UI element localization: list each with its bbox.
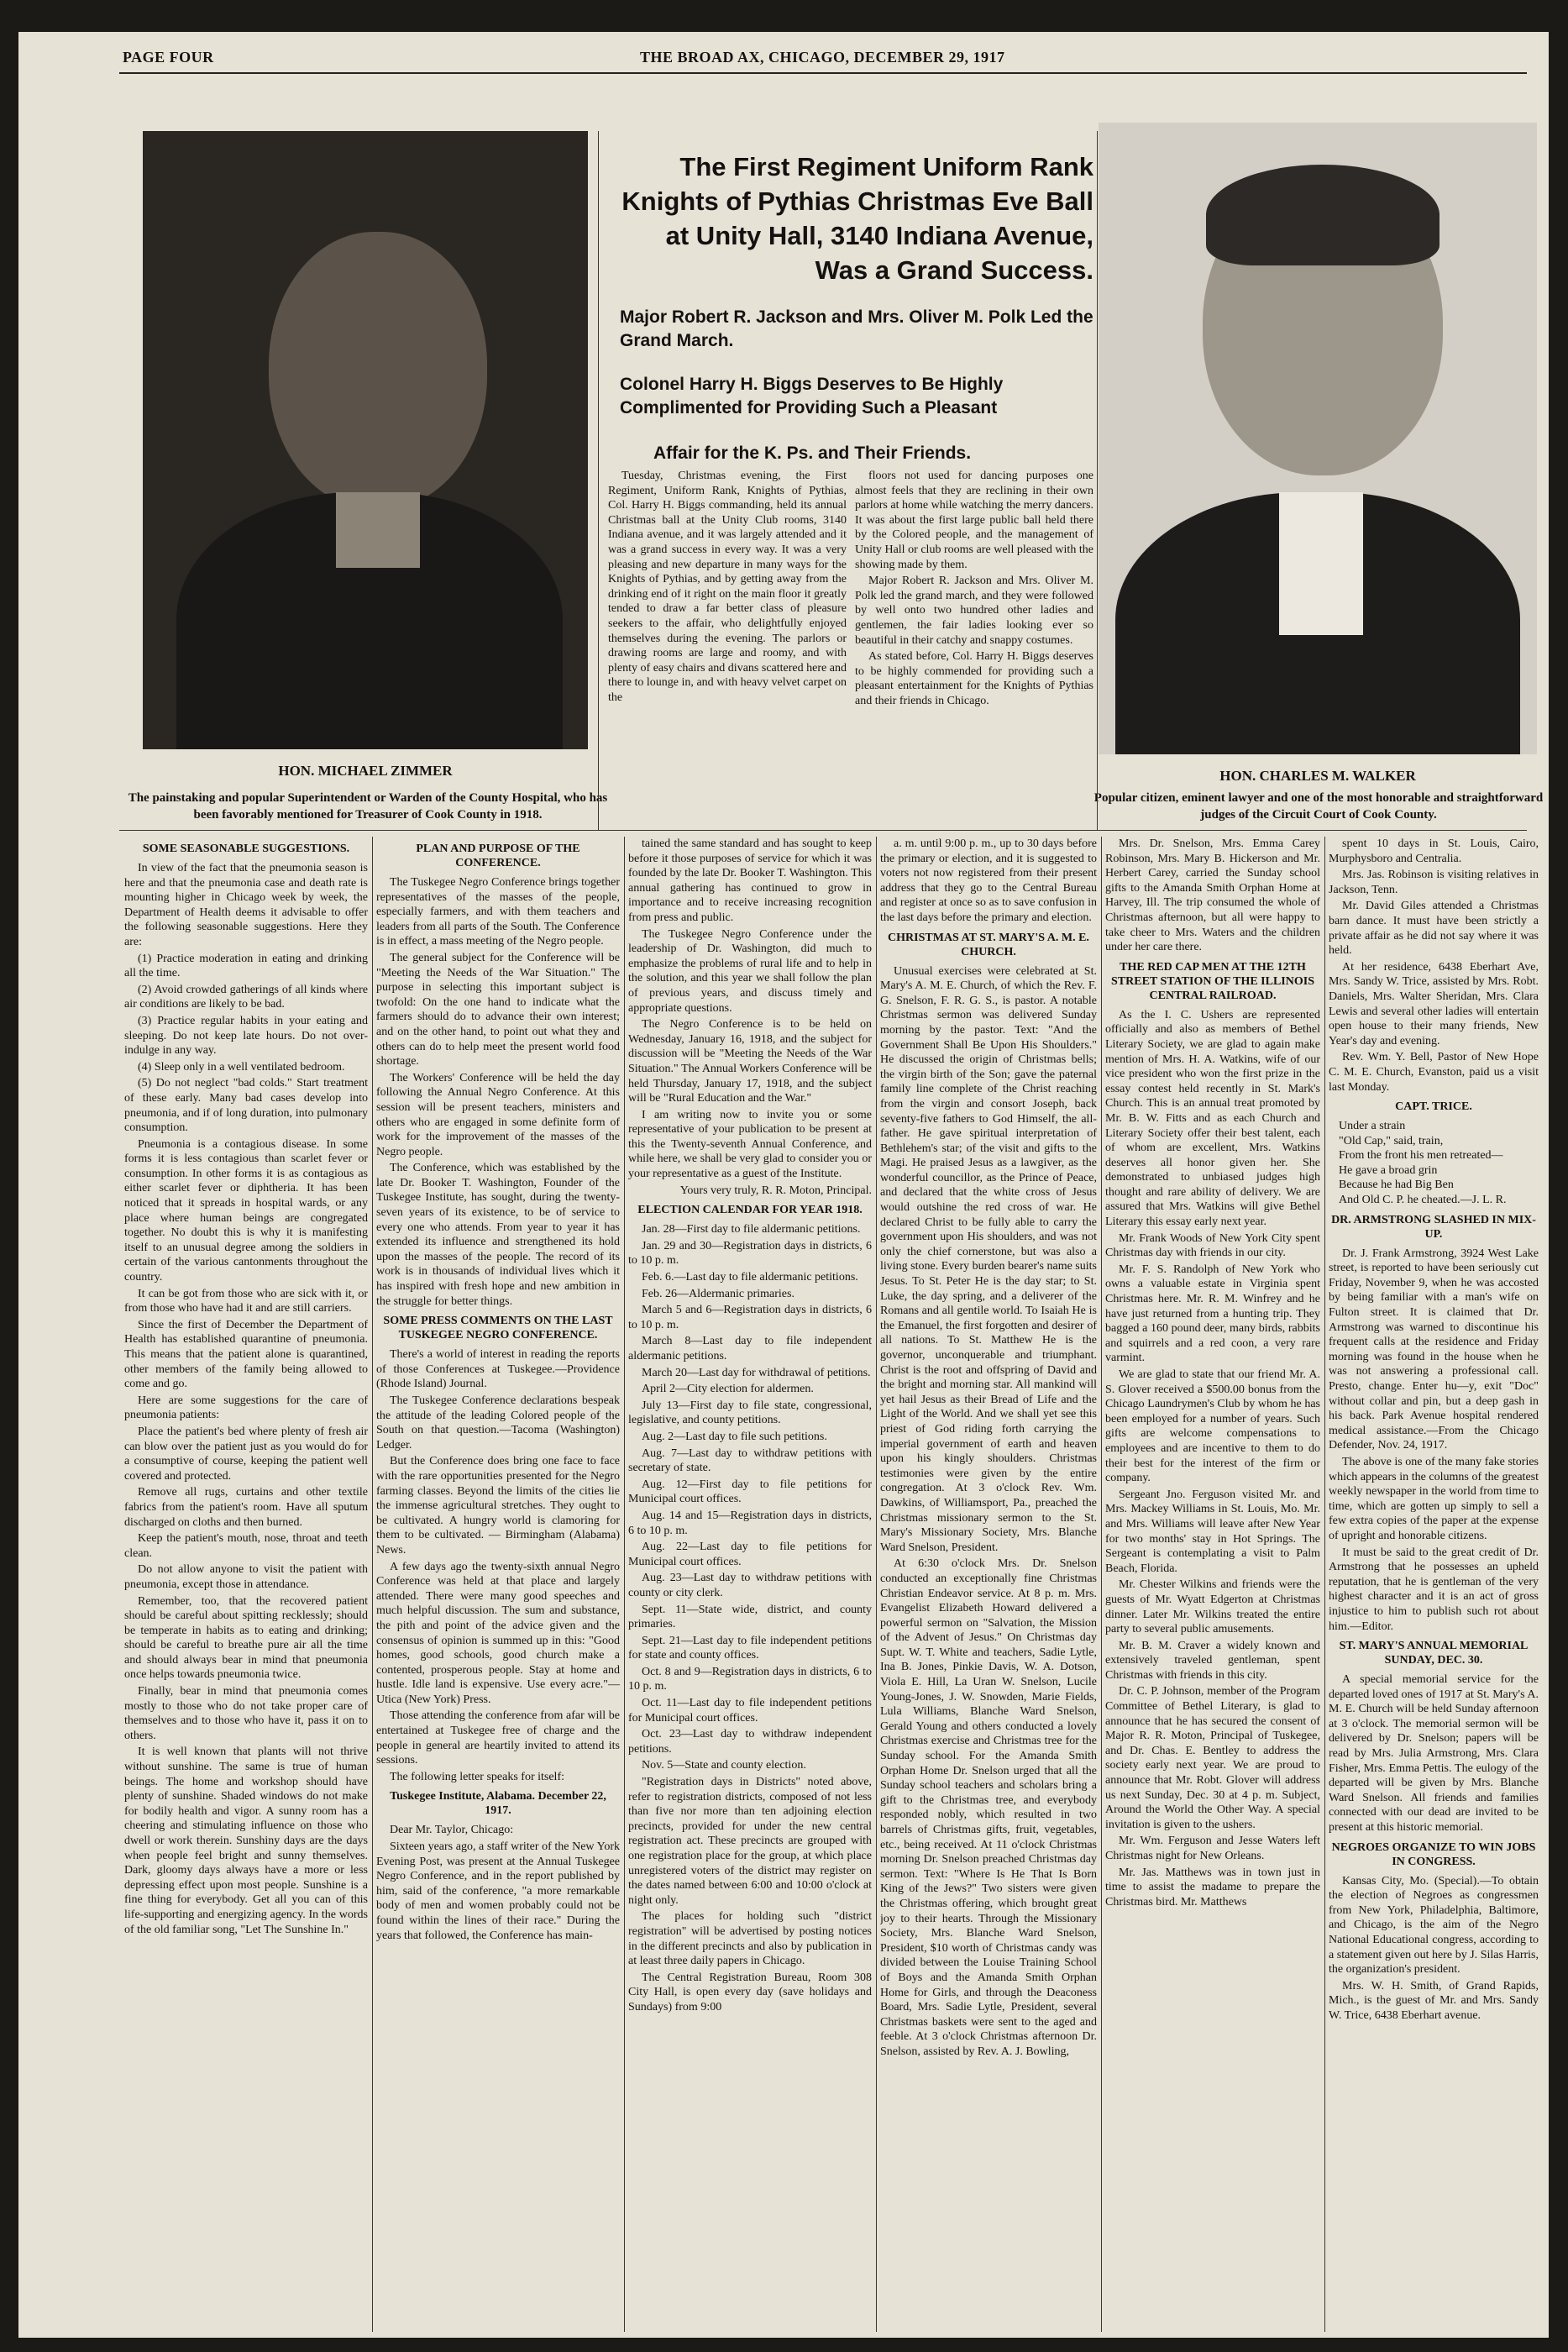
paragraph: Feb. 6.—Last day to file aldermanic petitions. <box>642 1271 858 1284</box>
poem-line: From the front his men retreated— <box>1339 1149 1503 1163</box>
paragraph: Mrs. Jas. Robinson is visiting relatives in Jackson, Tenn. <box>1329 869 1539 896</box>
blurb-walker: Popular citizen, eminent lawyer and one of the most honorable and straightforward judges of the Circuit Court of Cook County. <box>1093 791 1544 822</box>
paragraph-list <box>880 837 1097 926</box>
paragraph: Oct. 8 and 9—Registration days in districts, 6 to 10 p. m. <box>628 1665 872 1693</box>
paragraph: Mrs. W. H. Smith, of Grand Rapids, Mich., is the guest of Mr. and Mrs. Sandy W. Trice, 6438 Eberhart avenue. <box>1329 1979 1539 2022</box>
paragraph: floors not used for dancing purposes one almost feels that they are reclining in their own parlors at home while watching the merry dancers. It was about the first large public ball held there by the Colored people, and the management of Unity Hall or club rooms are well pleased with the showing made by them. <box>855 470 1093 571</box>
paragraph: a. m. until 9:00 p. m., up to 30 days before the primary or election, and it is suggested to voters not now registered from their present address that they go to the Central Bureau and register at once so as to save confusion in the last days before the primary and election. <box>880 837 1097 924</box>
paragraph: Sept. 21—Last day to file independent petitions for state and county offices. <box>628 1634 872 1662</box>
paragraph: The Tuskegee Negro Conference brings together representatives of the masses of the people, especially farmers, and with them teachers and leaders from all parts of the South. The Conference is in effect, a mass meeting of the Negro people. <box>376 876 620 948</box>
paragraph: The Tuskegee Negro Conference under the leadership of Dr. Washington, did much to emphasize the problems of rural life and to help in the solution, and this year we shall follow the plan of previous years, and discuss timely and appropriate questions. <box>628 927 872 1015</box>
letter-signoff: Yours very truly, R. R. Moton, Principal. <box>679 1184 872 1197</box>
paragraph: (2) Avoid crowded gatherings of all kinds where air conditions are likely to be bad. <box>124 983 368 1011</box>
paragraph: Remove all rugs, curtains and other textile fabrics from the patient's room. Have all sputum discharged on cloths and then burned. <box>124 1486 368 1529</box>
poem <box>1329 1119 1539 1208</box>
poem-line: He gave a broad grin <box>1339 1163 1438 1177</box>
paragraph: The general subject for the Conference will be "Meeting the Needs of the War Situation." The purpose in selecting this important subject is twofold: On the one hand to indicate what the farmers should do to advance their own interest; and on the other hand, to point out what they and others can do to help meet the present world food shortage. <box>376 951 620 1068</box>
masthead: THE BROAD AX, CHICAGO, DECEMBER 29, 1917 <box>640 49 1005 66</box>
letter-heading: Tuskegee Institute, Alabama. December 22, 1917. <box>390 1790 606 1818</box>
paragraph: It can be got from those who are sick with it, or from those who have had it and are still carriers. <box>124 1287 368 1315</box>
column-4 <box>880 837 1097 2332</box>
col-divider <box>1324 837 1325 2332</box>
blurb-zimmer: The painstaking and popular Superintendent or Warden of the County Hospital, who has been favorably mentioned for Treasurer of Cook County in 1918. <box>128 791 608 822</box>
article-title: SOME SEASONABLE SUGGESTIONS. <box>142 843 350 855</box>
paragraph: Mr. Chester Wilkins and friends were the guests of Mr. Wyatt Edgerton at Christmas dinner. Later Mr. Wilkins treated the entire party to several public amusements. <box>1105 1578 1320 1636</box>
col-divider <box>876 837 877 2332</box>
paragraph: A special memorial service for the departed loved ones of 1917 at St. Mary's A. M. E. Church will be held Sunday afternoon at 3 o'clock. The memorial sermon will be delivered by Dr. Snelson; papers will be read by Mrs. Julia Armstrong, Mrs. Clara Fisher, Mrs. Emma Pettis. The eulogy of the departed will be given by Mrs. Blanche Ward Snelson. All friends and families connected with our dead are invited to be present at this historic memorial. <box>1329 1673 1539 1835</box>
paragraph-list <box>1329 837 1539 1095</box>
paragraph: It is well known that plants will not thrive without sunshine. The same is true of human beings. The home and workshop should have plenty of sunshine. Shaded windows do not make for bodily health and vigor. A sunny room has a cheering and stimulating influence on those who dwell or work therein. Sunshiny days are the days when people feel bright and sunny themselves. Dark, gloomy days always have a more or less depressing effect upon most people. Sunshine is a fine thing for everybody. Get all you can of this life-supporting and energizing agency. In the words of the old familiar song, "Let The Sunshine In." <box>124 1746 368 1936</box>
paragraph: Those attending the conference from afar will be entertained at Tuskegee free of charge and the people in general are heartily invited to attend its sessions. <box>376 1709 620 1767</box>
paragraph: Do not allow anyone to visit the patient with pneumonia, except those in attendance. <box>124 1563 368 1591</box>
paragraph: Rev. Wm. Y. Bell, Pastor of New Hope C. M. E. Church, Evanston, paid us a visit last Monday. <box>1329 1051 1539 1094</box>
paragraph-list <box>1329 1672 1539 1835</box>
paragraph-list <box>855 469 1093 709</box>
paragraph: The Workers' Conference will be held the day following the Annual Negro Conference. At this session will be present teachers, ministers and others who are engaged in some definite form of work for the improvement of the masses of the Negro people. <box>376 1071 620 1158</box>
letter-body: Sixteen years ago, a staff writer of the New York Evening Post, was present at the Annual Tuskegee Negro Conference, and in the report published by him, said of the conference, "a more remarkable body of men and women probably could not be found within the lines of their race." During the years that followed, the Conference has main- <box>376 1840 620 1942</box>
paragraph: Feb. 26—Aldermanic primaries. <box>642 1287 794 1300</box>
paragraph: The Tuskegee Conference declarations bespeak the attitude of the leading Colored people of the South on that question.—Tacoma (Washington) Ledger. <box>376 1394 620 1452</box>
paragraph: Nov. 5—State and county election. <box>642 1759 806 1772</box>
paragraph: Mr. Frank Woods of New York City spent Christmas day with friends in our city. <box>1105 1231 1320 1260</box>
signature: CAPT. TRICE. <box>1395 1100 1472 1114</box>
paragraph: The places for holding such "district registration" will be advertised by posting notices in the different precincts and also by publication in at least three daily papers in Chicago. <box>628 1910 872 1968</box>
paragraph: Aug. 22—Last day to file petitions for Municipal court offices. <box>628 1541 872 1568</box>
letter-salutation: Dear Mr. Taylor, Chicago: <box>390 1824 514 1837</box>
paragraph: Aug. 14 and 15—Registration days in districts, 6 to 10 p. m. <box>628 1509 872 1537</box>
paragraph: Oct. 23—Last day to withdraw independent petitions. <box>628 1728 872 1756</box>
lead-deck-1: Major Robert R. Jackson and Mrs. Oliver M. Polk Led the Grand March. <box>620 307 1093 350</box>
paragraph: The Conference, which was established by the late Dr. Booker T. Washington, Founder of the Tuskegee Institute, has sought, during the twenty-seven years of its existence, to be of service to every one who attends. From year to year it has extended its influence and strengthened its hold upon the masses of the people. The record of its work is in thousands of individual lives which it has inspired with fresh hope and new ambition in the struggle for better things. <box>376 1162 620 1308</box>
paragraph: (5) Do not neglect "bad colds." Start treatment of these early. Many bad cases develop into pneumonia, and if of long duration, into pulmonary consumption. <box>124 1077 368 1135</box>
column-top-rule <box>119 830 1527 831</box>
paragraph: Aug. 7—Last day to withdraw petitions with secretary of state. <box>628 1446 872 1475</box>
lead-headline: The First Regiment Uniform Rank Knights of Pythias Christmas Eve Ball at Unity Hall, 3140 Indiana Avenue, Was a Grand Success. <box>621 152 1093 285</box>
paragraph: Sergeant Jno. Ferguson visited Mr. and Mrs. Mackey Williams in St. Louis, Mo. Mr. and Mrs. Williams will leave after New Year for two months' stay in Hot Springs. The Sergeant is contemplating a visit to Palm Beach, Florida. <box>1105 1488 1320 1575</box>
header-rule <box>119 72 1527 74</box>
caption-zimmer: HON. MICHAEL ZIMMER <box>278 763 453 779</box>
paragraph: Keep the patient's mouth, nose, throat and teeth clean. <box>124 1532 368 1560</box>
paragraph: "Registration days in Districts" noted above, refer to registration districts, composed of not less than five nor more than ten adjoining election precincts, provided for under the new central registration act. These precincts are grouped with one registration place for the group, at which place unregistered voters of the district may register on the dates named between 6:00 and 10:00 o'clock at night only. <box>628 1776 872 1907</box>
paragraph: In view of the fact that the pneumonia season is here and that the pneumonia case and death rate is mounting higher in Chicago week by week, the Department of Health deems it advisable to offer the following seasonable suggestions. Here they are: <box>124 862 368 948</box>
paragraph: Mr. B. M. Craver a widely known and extensively traveled gentleman, spent Christmas with friends in this city. <box>1105 1639 1320 1682</box>
paragraph: tained the same standard and has sought to keep before it those purposes of service for which it was founded by the late Dr. Booker T. Washington. This annual gathering has continued to grow in importance and to receive increasing recognition from press and public. <box>628 837 872 924</box>
paragraph-list <box>1329 1874 1539 2024</box>
paragraph: April 2—City election for aldermen. <box>642 1383 814 1396</box>
paragraph: Mr. Wm. Ferguson and Jesse Waters left Christmas night for New Orleans. <box>1105 1835 1320 1862</box>
column-3 <box>628 837 872 2332</box>
paragraph: Here are some suggestions for the care of pneumonia patients: <box>124 1394 368 1422</box>
col-divider <box>1097 131 1098 830</box>
paragraph: We are glad to state that our friend Mr. A. S. Glover received a $500.00 bonus from the Chicago Laundrymen's Club by whom he has been employed for a number of years. Such gifts are welcome compensations to employees and are incentive to them to do their best for the interest of the firm or company. <box>1105 1368 1320 1485</box>
article-title: THE RED CAP MEN AT THE 12TH STREET STATION OF THE ILLINOIS CENTRAL RAILROAD. <box>1111 960 1314 1002</box>
paragraph: March 8—Last day to file independent aldermanic petitions. <box>628 1335 872 1362</box>
paragraph: At 6:30 o'clock Mrs. Dr. Snelson conducted an exceptionally fine Christmas Christian Endeavor service. At 8 p. m. Mrs. Evangelist Elizabeth Howard delivered a powerful sermon on "Salvation, the Mission of the Advent of Jesus." On Christmas day Supt. W. T. White and teachers, Sadie Lytle, Ina B. Jones, Pinkie Davis, W. A. Dotson, Viola E. Hill, La Uran W. Snelson, Lucile Young-Jones, J. W. Snowden, Marie Fields, Lula Williams, Blanche Ward Snelson, Gerald Young and others conducted a lovely Christmas exercise and Christmas tree for the Sunday school. For the Amanda Smith Orphan Home Dr. Snelson urged that all the Sunday school teachers and scholars bring a gift to the Christmas tree, and everybody responded nobly, which resulted in two barrels of Christmas gifts, fruit, vegetables, etc., being received. At 11 o'clock Christmas morning Dr. Snelson preached Christmas day sermon. Text: "Where Is He That Is Born King of the Jews?" Two sisters were given the Christmas offering, which brought great joy to their hearts. Through the Missionary Society, Mrs. Blanche Ward Snelson, President, $10 worth of Christmas candy was divided between the Louise Training School of Boys and the Amanda Smith Orphan Home for Girls, and through the Deaconess Board, Mrs. Sadie Lytle, President, several Christmas baskets were sent to the aged and feeble. At 3 o'clock Christmas afternoon Dr. Snelson, assisted by Rev. A. J. Bowling, <box>880 1557 1097 2058</box>
poem-line: And Old C. P. he cheated.—J. L. R. <box>1339 1194 1507 1207</box>
paragraph: (4) Sleep only in a well ventilated bedroom. <box>138 1060 345 1074</box>
lead-headline-block <box>606 150 1093 465</box>
paragraph: Remember, too, that the recovered patient should be careful about spitting recklessly; should be temperate in habits as to eating and drinking; should be careful to breathe pure air all the time and should always bear in mind that pneumonia once helps towards pneumonia twice. <box>124 1594 368 1682</box>
paragraph: July 13—First day to file state, congressional, legislative, and county petitions. <box>628 1399 872 1427</box>
page-number: PAGE FOUR <box>123 49 214 66</box>
paragraph: It must be said to the great credit of Dr. Armstrong that he possesses an upheld reputation, that he is gentleman of the very highest character and it is an act of gross injustice to him to publish such rot about him.—Editor. <box>1329 1546 1539 1633</box>
paragraph: Finally, bear in mind that pneumonia comes mostly to those who do not take proper care of themselves and to those who have it, pass it on to others. <box>124 1685 368 1742</box>
paragraph: March 5 and 6—Registration days in districts, 6 to 10 p. m. <box>628 1304 872 1331</box>
paragraph: As stated before, Col. Harry H. Biggs deserves to be highly commended for providing such a pleasant entertainment for the Knights of Pythias and their friends in Chicago. <box>855 650 1093 707</box>
paragraph: Mrs. Dr. Snelson, Mrs. Emma Carey Robinson, Mrs. Mary B. Hickerson and Mr. Herbert Carey, carried the Sunday school gifts to the Amanda Smith Orphan Home at Harvey, Ill. The trip consumed the whole of Christmas afternoon, but all were happy to take cheer to Mrs. Waters and the children under her care there. <box>1105 837 1320 954</box>
column-6 <box>1329 837 1539 2332</box>
lead-body-right <box>855 469 1093 778</box>
paragraph-list <box>880 964 1097 2060</box>
article-title: ST. MARY'S ANNUAL MEMORIAL SUNDAY, DEC. 30. <box>1339 1640 1529 1667</box>
article-title: ELECTION CALENDAR FOR YEAR 1918. <box>637 1204 863 1217</box>
portrait-walker <box>1099 123 1537 754</box>
paragraph: The Central Registration Bureau, Room 308 City Hall, is open every day (save holidays and Sundays) from 9:00 <box>628 1971 872 2013</box>
paragraph: Mr. Jas. Matthews was in town just in time to assist the madame to prepare the Christmas bird. Mr. Matthews <box>1105 1866 1320 1908</box>
paragraph: Jan. 28—First day to file aldermanic petitions. <box>642 1223 861 1236</box>
portrait-zimmer <box>143 131 588 749</box>
col-divider <box>598 131 599 830</box>
paragraph-list <box>1105 1008 1320 1910</box>
paragraph: Dr. C. P. Johnson, member of the Program Committee of Bethel Literary, is glad to announce that he has secured the consent of Major R. R. Moton, Principal of Tuskegee, and Dr. Chas. E. Bentley to address the society early next year. We are proud to announce that Mr. Robt. Glover will address us next Sunday, Dec. 30 at 4 p. m. Subject, Around the World the Other Way. A special invitation is given to the ushers. <box>1105 1685 1320 1831</box>
portrait-face <box>269 232 487 509</box>
paragraph: (3) Practice regular habits in your eating and sleeping. Do not keep late hours. Do not over-indulge in any way. <box>124 1014 368 1058</box>
portrait-collar <box>336 492 420 568</box>
paragraph: Major Robert R. Jackson and Mrs. Oliver M. Polk led the grand march, and they were followed by well onto two hundred other ladies and gentlemen, the fair ladies looking ever so beautiful in their catchy and snappy costumes. <box>855 575 1093 647</box>
paragraph-list <box>124 861 368 1937</box>
paragraph: Kansas City, Mo. (Special).—To obtain the election of Negroes as congressmen from New York, Philadelphia, Baltimore, and Chicago, is the aim of the Negro National Educational congress, according to a statement given out here by J. Silas Harris, the organization's president. <box>1329 1874 1539 1977</box>
paragraph: A few days ago the twenty-sixth annual Negro Conference was held at that place and largely attended. There were many good speeches and much helpful discussion. The sum and substance, the pith and point of the advice given and the consensus of opinion is summed up in this: "Good homes, good schools, good church make a contented, prosperous people. Stay at home and hustle. Idle land is expensive. Use every acre."—Utica (New York) Press. <box>376 1560 620 1706</box>
lead-deck-2: Colonel Harry H. Biggs Deserves to Be Highly Complimented for Providing Such a Pleasant <box>620 375 1004 417</box>
lead-deck-3: Affair for the K. Ps. and Their Friends. <box>653 444 972 463</box>
paragraph: Oct. 11—Last day to file independent petitions for Municipal court offices. <box>628 1697 872 1725</box>
paragraph-list <box>376 875 620 1309</box>
column-2 <box>376 837 620 2332</box>
column-5 <box>1105 837 1320 2332</box>
col-divider <box>1101 837 1102 2332</box>
column-1 <box>124 837 368 2332</box>
paragraph-list <box>608 469 847 706</box>
paragraph: But the Conference does bring one face to face with the rare opportunities presented for the Negro farming classes. Beyond the limits of the cities lie the immense agricultural stretches. They ought to be cultivated. A hungry world is clamoring for them to be cultivated. — Birmingham (Alabama) News. <box>376 1455 620 1557</box>
paragraph: Dr. J. Frank Armstrong, 3924 West Lake street, is reported to have been seriously cut Friday, November 9, when he was accosted by being familiar with a man's wife on Fulton street. It is claimed that Dr. Armstrong was warned to discontinue his frequent calls at the residence and Friday morning was found in the house when he was not answering a professional call. Presto, change. Enter hu—y, exit "Doc" without collar and pin, but a deep gash in his back. Park Avenue hospital rendered medical assistance.—From the Chicago Defender, Nov. 24, 1917. <box>1329 1247 1539 1452</box>
poem-line: "Old Cap," said, train, <box>1339 1134 1444 1147</box>
paragraph-list <box>628 1222 872 2014</box>
paragraph: There's a world of interest in reading the reports of those Conferences at Tuskegee.—Providence (Rhode Island) Journal. <box>376 1348 620 1391</box>
poem-line: Because he had Big Ben <box>1339 1179 1454 1192</box>
paragraph: Unusual exercises were celebrated at St. Mary's A. M. E. Church, of which the Rev. F. G. Snelson, F. R. G. S., is pastor. A notable Christmas sermon was delivered Sunday morning by the pastor. Text: "And the Government Shall Be Upon His Shoulders." He discussed the origin of Christmas bells; the virgin birth of the Son; gave the paternal family line complete of the Christ reaching from the virgin and consort Joseph, back seventy-five fathers to God Himself, the all-father. He gave spiritual interpretation of Bethlehem's star; of the visit and gifts to the Magi. He praised Jesus as a lawgiver, as the wonderful councillor, as the Prince of Peace, and declared that the white cross of Jesus would outshine the red cross of war. He declared Christ to be fully able to carry the government upon His shoulders, and was not only the chief cornerstone, but was also a living stone. Every burden bearer's name suits Jesus. To St. Peter He is the day star; to St. Luke, the day spring, and a deliverer of the Romans and all gentile world. To Isaiah He is the Emanuel, the first forgotten and desirer of all nations. To St. Matthew He is the governor, unconquerable and triumphant. Christ is the root and offspring of David and the bright and morning star. All mankind will yet hail Jesus as their Bread of Life and the Light of the World. And we shall yet see this priest of God riding forth carrying the imperial government of earth and heaven upon his kingly shoulders. Christmas testimonies were given by the entire congregation. At 3 o'clock Rev. Wm. Dawkins, of Williamsport, Pa., preached the Christmas missionary sermon to the St. Mary's Missionary Society, Mrs. Blanche Ward Snelson, President. <box>880 964 1097 1554</box>
article-title: CHRISTMAS AT ST. MARY'S A. M. E. CHURCH. <box>888 931 1089 958</box>
paragraph: Aug. 12—First day to file petitions for Municipal court offices. <box>628 1478 872 1506</box>
article-subtitle: SOME PRESS COMMENTS ON THE LAST TUSKEGEE NEGRO CONFERENCE. <box>383 1315 613 1342</box>
article-title: DR. ARMSTRONG SLASHED IN MIX-UP. <box>1331 1213 1536 1241</box>
paragraph: Jan. 29 and 30—Registration days in districts, 6 to 10 p. m. <box>628 1239 872 1268</box>
paragraph-list <box>376 1347 620 1784</box>
paragraph: As the I. C. Ushers are represented officially and also as members of Bethel Literary Society, we are glad to again make mention of Mrs. H. A. Watkins, wife of our vice president who won the first prize in the essay contest held recently in St. Mark's Church. This is an annual treat promoted by Mr. B. W. Fitts and as each Church and Literary Society offer their best talent, each of whom are excellent, Mrs. Watkins deserves all honor given her. She demonstrated to unbiased judges high thought and rare ability of delivery. We are assured that Mrs. Watkins will give Bethel Literary this essay early next year. <box>1105 1008 1320 1229</box>
newspaper-page <box>18 32 1549 2338</box>
lead-body-left <box>608 469 847 778</box>
paragraph: Aug. 23—Last day to withdraw petitions with county or city clerk. <box>628 1572 872 1599</box>
portrait-collar <box>1279 492 1363 635</box>
col-divider <box>372 837 373 2332</box>
paragraph: At her residence, 6438 Eberhart Ave, Mrs. Sandy W. Trice, assisted by Mrs. Robt. Daniels, Mrs. Walter Sheridan, Mrs. Clara Lewis and several other ladies will entertain open house to their many friends, New Year's day and evening. <box>1329 960 1539 1047</box>
paragraph: (1) Practice moderation in eating and drinking all the time. <box>124 952 368 980</box>
paragraph: I am writing now to invite you or some representative of your publication to be present at this the Twenty-seventh Annual Conference, and while here, we shall be very glad to consider you or your representative as a guest of the Institute. <box>628 1108 872 1181</box>
portrait-hair <box>1206 165 1440 265</box>
paragraph: Mr. David Giles attended a Christmas barn dance. It must have been strictly a private affair as he did not say where it was held. <box>1329 900 1539 958</box>
poem-line: Under a strain <box>1339 1120 1406 1133</box>
paragraph-list <box>1105 837 1320 955</box>
paragraph: Tuesday, Christmas evening, the First Regiment, Uniform Rank, Knights of Pythias, Col. Harry H. Biggs commanding, held its annual Christmas ball at the Unity Club rooms, 3140 Indiana avenue, and it was largely attended and it was a grand success in every way. It was a very pleasing and new departure in many ways for the Knights of Pythias, and by getting away from the drinking end of it right on the main floor it greatly tended to draw a far better class of pleasure seekers to the affair, who delightfully enjoyed themselves during the evening. The parlors or drawing rooms are large and roomy, and with plenty of easy chairs and divans scattered here and there to lounge in, and with heavy velvet carpet on the <box>608 470 847 704</box>
paragraph: Sept. 11—State wide, district, and county primaries. <box>628 1603 872 1631</box>
paragraph: March 20—Last day for withdrawal of petitions. <box>642 1366 871 1379</box>
paragraph: The Negro Conference is to be held on Wednesday, January 16, 1918, and the subject for discussion will be "Meeting the Needs of the War Situation." The Annual Workers Conference will be held Thursday, January 17, 1918, and the subject will be "Rural Education and the War." <box>628 1018 872 1105</box>
col-divider <box>624 837 625 2332</box>
article-title: NEGROES ORGANIZE TO WIN JOBS IN CONGRESS. <box>1331 1840 1536 1868</box>
paragraph: Since the first of December the Department of Health has established quarantine of pneumonia. This means that the patient alone is quarantined, other members of the family being allowed to come and go. <box>124 1318 368 1391</box>
article-title: PLAN AND PURPOSE OF THE CONFERENCE. <box>416 843 580 869</box>
paragraph-list <box>1329 1247 1539 1634</box>
page-header <box>18 32 1549 82</box>
paragraph: Pneumonia is a contagious disease. In some forms it is less contagious than scarlet fever or consumption. In other forms it is as contagious as either scarlet fever or diphtheria. It has been noticed that it spreads in hospital wards, or any place where human beings are congregated together. No doubt this is why it is manifesting itself to an unusual degree among the soldiers in certain of the various cantonments throughout the country. <box>124 1137 368 1284</box>
paragraph: Mr. F. S. Randolph of New York who owns a valuable estate in Virginia spent Christmas here. Mr. R. M. Winfrey and he have just returned from a hunting trip. They bagged a 160 pound deer, many birds, rabbits and squirrels and a red coon, a very rare varmint. <box>1105 1263 1320 1365</box>
caption-walker: HON. CHARLES M. WALKER <box>1219 768 1416 784</box>
paragraph: spent 10 days in St. Louis, Cairo, Murphysboro and Centralia. <box>1329 837 1539 865</box>
paragraph: The following letter speaks for itself: <box>390 1770 564 1783</box>
paragraph: Aug. 2—Last day to file such petitions. <box>642 1430 827 1443</box>
paragraph: Place the patient's bed where plenty of fresh air can blow over the patient just as you would do for a consumptive of course, keeping the patient well covered and protected. <box>124 1425 368 1483</box>
paragraph: The above is one of the many fake stories which appears in the columns of the greatest weekly newspaper in the world from time to time, which are gotten up simply to sell a few extra copies of the paper at the expense of upright and honorable citizens. <box>1329 1455 1539 1542</box>
paragraph-list <box>628 837 872 1182</box>
